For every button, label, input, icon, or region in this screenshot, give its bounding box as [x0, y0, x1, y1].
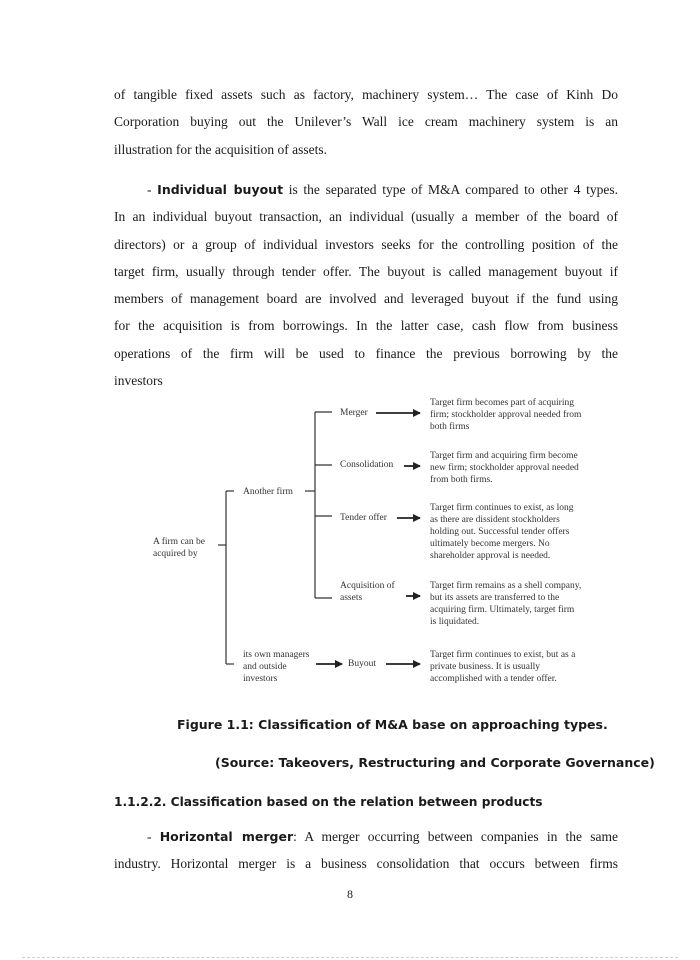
- description-line: shareholder approval is needed.: [430, 551, 551, 561]
- text-line: illustration for the acquisition of assets.: [114, 141, 327, 157]
- text-line: directors) or a group of individual investors seeks for the controlling position of the: [114, 236, 618, 252]
- description-line: is liquidated.: [430, 617, 480, 627]
- description-line: Target firm continues to exist, but as a: [430, 650, 576, 660]
- description-line: firm; stockholder approval needed from: [430, 410, 582, 420]
- description-line: new firm; stockholder approval needed: [430, 463, 579, 473]
- type-merger-label: Merger: [340, 408, 368, 418]
- buyout-description: [430, 649, 576, 684]
- description-line: acquiring firm. Ultimately, target firm: [430, 605, 575, 615]
- horizontal-merger-paragraph: [114, 823, 618, 878]
- branch-managers: and outside: [243, 662, 287, 672]
- type-buyout-label: Buyout: [348, 659, 376, 669]
- text-line: for the acquisition is from borrowings. In the latter case, cash flow from business: [114, 318, 618, 334]
- description-line: Target firm becomes part of acquiring: [430, 398, 574, 408]
- acquisition-assets-description: [430, 580, 581, 627]
- figure-source: (Source: Takeovers, Restructuring and Corporate Governance): [215, 755, 655, 770]
- figure-caption: Figure 1.1: Classification of M&A base on approaching types.: [177, 717, 608, 732]
- description-line: Target firm continues to exist, as long: [430, 503, 574, 513]
- text-line: members of management board are involved and leveraged buyout if the fund using: [114, 291, 618, 307]
- branch-managers: investors: [243, 674, 278, 684]
- tender-offer-description: [430, 502, 574, 561]
- description-line: ultimately become mergers. No: [430, 539, 550, 549]
- diagram-connectors: [218, 412, 332, 664]
- section-heading: 1.1.2.2. Classification based on the relation between products: [114, 795, 543, 809]
- text-line: target firm, usually through tender offer. The buyout is called management buyout if: [114, 263, 618, 279]
- consolidation-description: [430, 450, 579, 485]
- branch-managers: its own managers: [243, 650, 310, 660]
- description-line: accomplished with a tender offer.: [430, 674, 557, 684]
- description-line: private business. It is usually: [430, 662, 541, 672]
- text-run: : A merger occurring between companies in the same: [293, 829, 618, 844]
- type-consolidation-label: Consolidation: [340, 460, 394, 470]
- type-tender-offer-label: Tender offer: [340, 513, 387, 523]
- description-line: Target firm remains as a shell company,: [430, 581, 582, 591]
- description-line: both firms: [430, 422, 470, 432]
- bullet-dash: -: [147, 182, 158, 197]
- page-divider: [22, 957, 678, 958]
- diagram-arrows: [316, 413, 420, 664]
- branch-another-firm: Another firm: [243, 487, 293, 497]
- text-line: [114, 823, 618, 850]
- text-line: In an individual buyout transaction, an individual (usually a member of the board of: [114, 209, 618, 225]
- text-run: is the separated type of M&A compared to other 4 types.: [283, 182, 618, 197]
- page-number: 8: [347, 887, 353, 901]
- description-line: from both firms.: [430, 475, 493, 485]
- description-line: Target firm and acquiring firm become: [430, 451, 578, 461]
- bullet-dash: -: [147, 829, 160, 844]
- text-line: of tangible fixed assets such as factory, machinery system… The case of Kinh Do: [114, 87, 618, 102]
- merger-description: [430, 397, 582, 432]
- text-line: Corporation buying out the Unilever’s Wall ice cream machinery system is an: [114, 114, 618, 130]
- term-individual-buyout: Individual buyout: [157, 182, 284, 197]
- root-label: A firm can be: [153, 537, 205, 547]
- type-acquisition-assets-label: assets: [340, 593, 363, 603]
- description-line: holding out. Successful tender offers: [430, 527, 570, 537]
- text-line: investors: [114, 373, 163, 389]
- text-line: industry. Horizontal merger is a business consolidation that occurs between firms: [114, 856, 618, 872]
- root-label: acquired by: [153, 549, 198, 559]
- description-line: as there are dissident stockholders: [430, 515, 560, 525]
- description-line: but its assets are transferred to the: [430, 593, 560, 603]
- term-horizontal-merger: Horizontal merger: [159, 829, 294, 844]
- text-line: operations of the firm will be used to finance the previous borrowing by the: [114, 345, 618, 361]
- type-acquisition-assets-label: Acquisition of: [340, 581, 395, 591]
